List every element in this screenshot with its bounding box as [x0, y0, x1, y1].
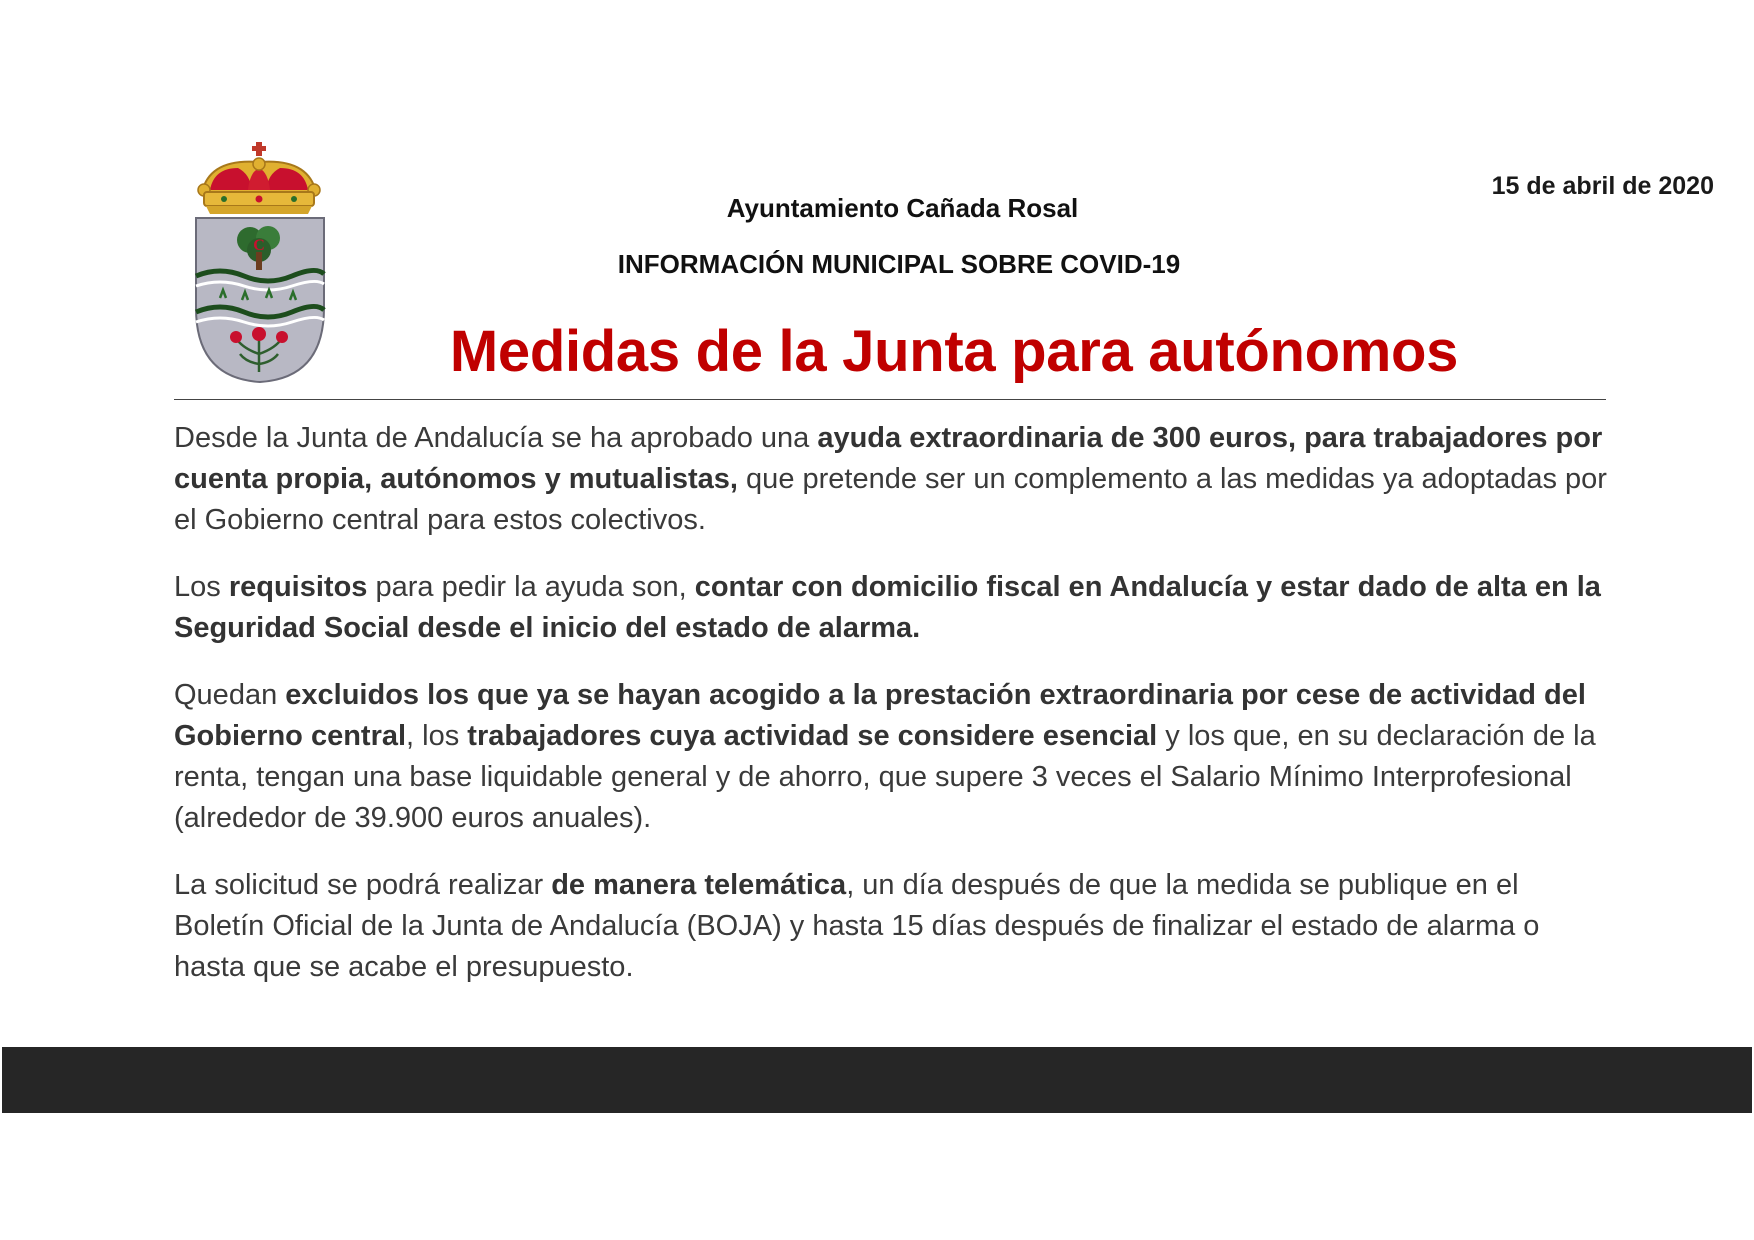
title-divider — [174, 399, 1606, 400]
text-span: , los — [406, 720, 468, 752]
paragraph-exclusions — [174, 675, 1614, 839]
publication-date: 15 de abril de 2020 — [1491, 172, 1714, 200]
page-title: Medidas de la Junta para autónomos — [449, 319, 1459, 384]
text-span: Desde la Junta de Andalucía se ha aprobado una — [174, 422, 818, 454]
organization-name: Ayuntamiento Cañada Rosal — [726, 193, 1079, 223]
bold-span: ayuda extraordinaria de 300 euros, para trabajadores por cuenta propia, autónomos y mutualistas, — [174, 422, 1603, 495]
body-text — [174, 418, 1614, 1014]
text-span: para pedir la ayuda son, — [367, 571, 695, 603]
paragraph-application — [174, 865, 1614, 988]
text-span: y los que, en su declaración de la renta, tengan una base liquidable general y de ahorro, que supere 3 veces el Salario Mínimo Interprofesional (alrededor de 39.900 euros anuales). — [174, 720, 1596, 834]
text-span: que pretende ser un complemento a las medidas ya adoptadas por el Gobierno central para estos colectivos. — [174, 463, 1607, 536]
paragraph-requirements — [174, 567, 1614, 649]
bold-span: de manera telemática — [551, 869, 847, 901]
text-span: , un día después de que la medida se publique en el Boletín Oficial de la Junta de Andalucía (BOJA) y hasta 15 días después de finalizar el estado de alarma o hasta que se acabe el presupuesto. — [174, 869, 1540, 983]
paragraph-aid-description — [174, 418, 1614, 541]
bold-span: excluidos los que ya se hayan acogido a la prestación extraordinaria por cese de actividad del Gobierno central — [174, 679, 1586, 752]
bold-span: contar con domicilio fiscal en Andalucía y estar dado de alta en la Seguridad Social desde el inicio del estado de alarma. — [174, 571, 1601, 644]
text-span: Los — [174, 571, 229, 603]
text-span: Quedan — [174, 679, 286, 711]
text-span: La solicitud se podrá realizar — [174, 869, 552, 901]
bold-span: trabajadores cuya actividad se considere esencial — [467, 720, 1158, 752]
footer-band — [2, 1047, 1752, 1113]
bold-span: requisitos — [228, 571, 368, 603]
svg-text:C: C — [253, 237, 265, 254]
document-subtitle: INFORMACIÓN MUNICIPAL SOBRE COVID-19 — [617, 249, 1181, 279]
